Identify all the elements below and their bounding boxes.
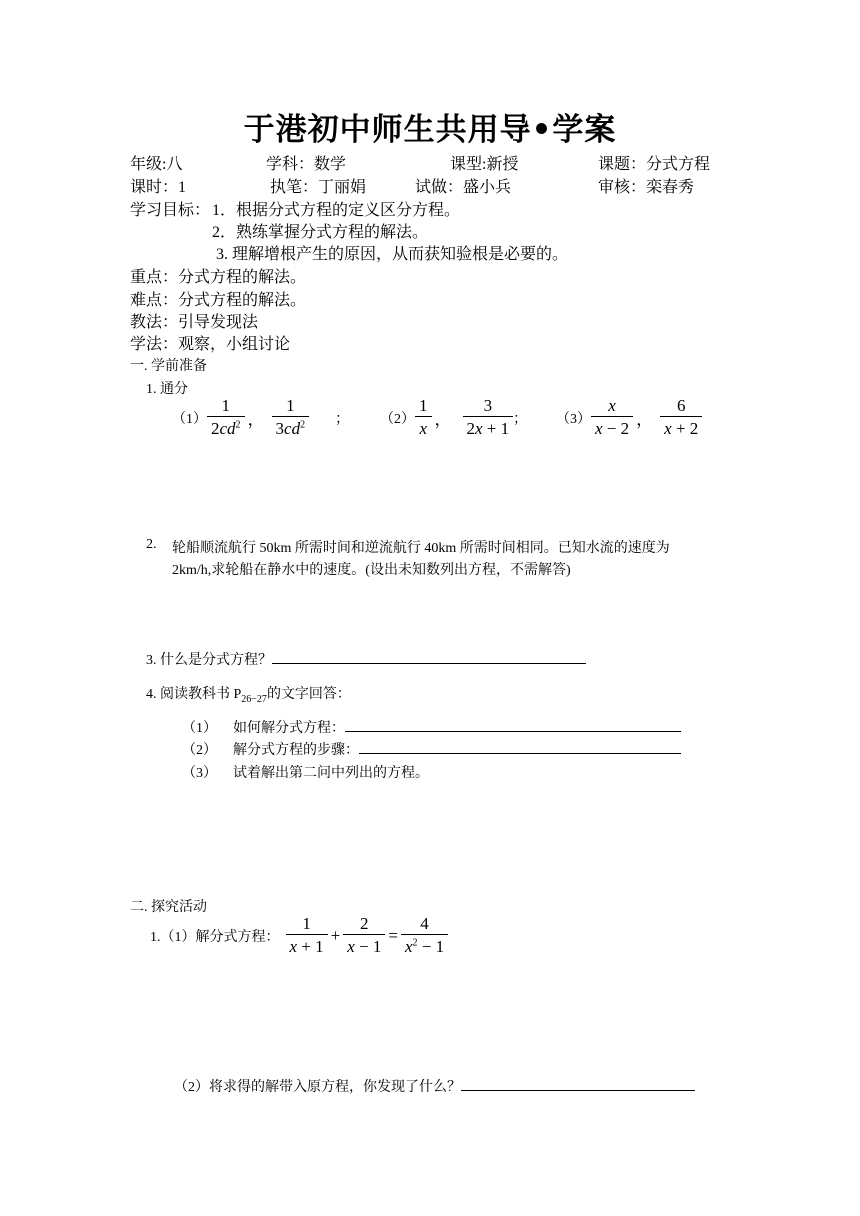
fraction: $\frac{1}{x}$ [415, 396, 432, 439]
fraction: $\frac{3}{2x + 1}$ [463, 396, 514, 439]
section-2-title: 二. 探究活动 [130, 900, 207, 915]
section-2-question-1: 1.（1）解分式方程： [150, 929, 280, 945]
equation-row: 1.（1）解分式方程： $\frac{1}{x + 1}$ + $\frac{2}{x - 1}$ = $\frac{4}{x^2 - 1}$ [150, 914, 448, 957]
fraction: $\frac{6}{x + 2}$ [660, 396, 702, 439]
answer-line [345, 730, 681, 732]
fraction: $\frac{1}{3cd^2}$ [272, 396, 310, 439]
fraction: $\frac{1}{2cd^2}$ [207, 396, 245, 439]
key-point: 重点：分式方程的解法。 [130, 269, 307, 286]
subject: 学科：数学 [266, 156, 347, 173]
goals-label: 学习目标： [130, 202, 211, 219]
question-1-label: 1. 通分 [146, 382, 188, 397]
question-2-text: 2km/h,求轮船在静水中的速度。(设出未知数列出方程，不需解答) [172, 563, 571, 578]
goal-item: 3. 理解增根产生的原因，从而获知验根是必要的。 [216, 246, 569, 263]
fraction-group-2: （2） $\frac{1}{x}$ ， $\frac{3}{2x + 1}$ ； [380, 396, 528, 438]
author: 执笔：丁丽娟 [270, 179, 367, 196]
question-2-text: 轮船顺流航行 50km 所需时间和逆流航行 40km 所需时间相同。已知水流的速度为 [172, 541, 670, 556]
question-3: 3. 什么是分式方程？ [146, 649, 586, 669]
question-4-item: （3） 试着解出第二问中列出的方程。 [182, 766, 429, 781]
part-3-label: （3） [556, 411, 591, 427]
fraction-group-1: （1） $\frac{1}{2cd^2}$ ， $\frac{1}{3cd^2}$ ； [172, 396, 350, 438]
question-4: 4. 阅读教科书 $P_{26-27}$的文字回答： [146, 687, 351, 705]
goal-item: 2．熟练掌握分式方程的解法。 [212, 224, 429, 241]
lesson-type: 课型:新授 [450, 156, 519, 173]
answer-line [461, 1089, 695, 1091]
part-2-label: （2） [380, 411, 415, 427]
period: 课时：1 [130, 179, 187, 196]
question-2-number: 2. [146, 537, 157, 552]
answer-line [359, 752, 681, 754]
grade: 年级:八 [130, 156, 183, 173]
fraction: $\frac{x}{x - 2}$ [591, 396, 633, 439]
goal-item: 1．根据分式方程的定义区分方程。 [212, 202, 461, 219]
teaching-method: 教法：引导发现法 [130, 314, 259, 331]
section-1-title: 一. 学前准备 [130, 359, 207, 374]
question-4-item: （1） 如何解分式方程： [182, 717, 681, 737]
question-4-item: （2） 解分式方程的步骤： [182, 739, 681, 759]
fraction: $\frac{4}{x^2 - 1}$ [401, 914, 448, 957]
fraction-group-3: （3） $\frac{x}{x - 2}$ ， $\frac{6}{x + 2}$ [556, 396, 702, 439]
difficulty: 难点：分式方程的解法。 [130, 292, 307, 309]
fraction: $\frac{2}{x - 1}$ [343, 914, 385, 957]
fraction: $\frac{1}{x + 1}$ [286, 914, 328, 957]
section-2-question-2: （2）将求得的解带入原方程，你发现了什么？ [174, 1076, 695, 1096]
trial: 试做：盛小兵 [415, 179, 512, 196]
part-1-label: （1） [172, 411, 207, 427]
topic: 课题：分式方程 [598, 156, 711, 173]
learning-method: 学法：观察，小组讨论 [130, 336, 291, 353]
reviewer: 审核：栾春秀 [598, 179, 695, 196]
page-title: 于港初中师生共用导•学案 [243, 112, 617, 148]
answer-line [272, 662, 586, 664]
